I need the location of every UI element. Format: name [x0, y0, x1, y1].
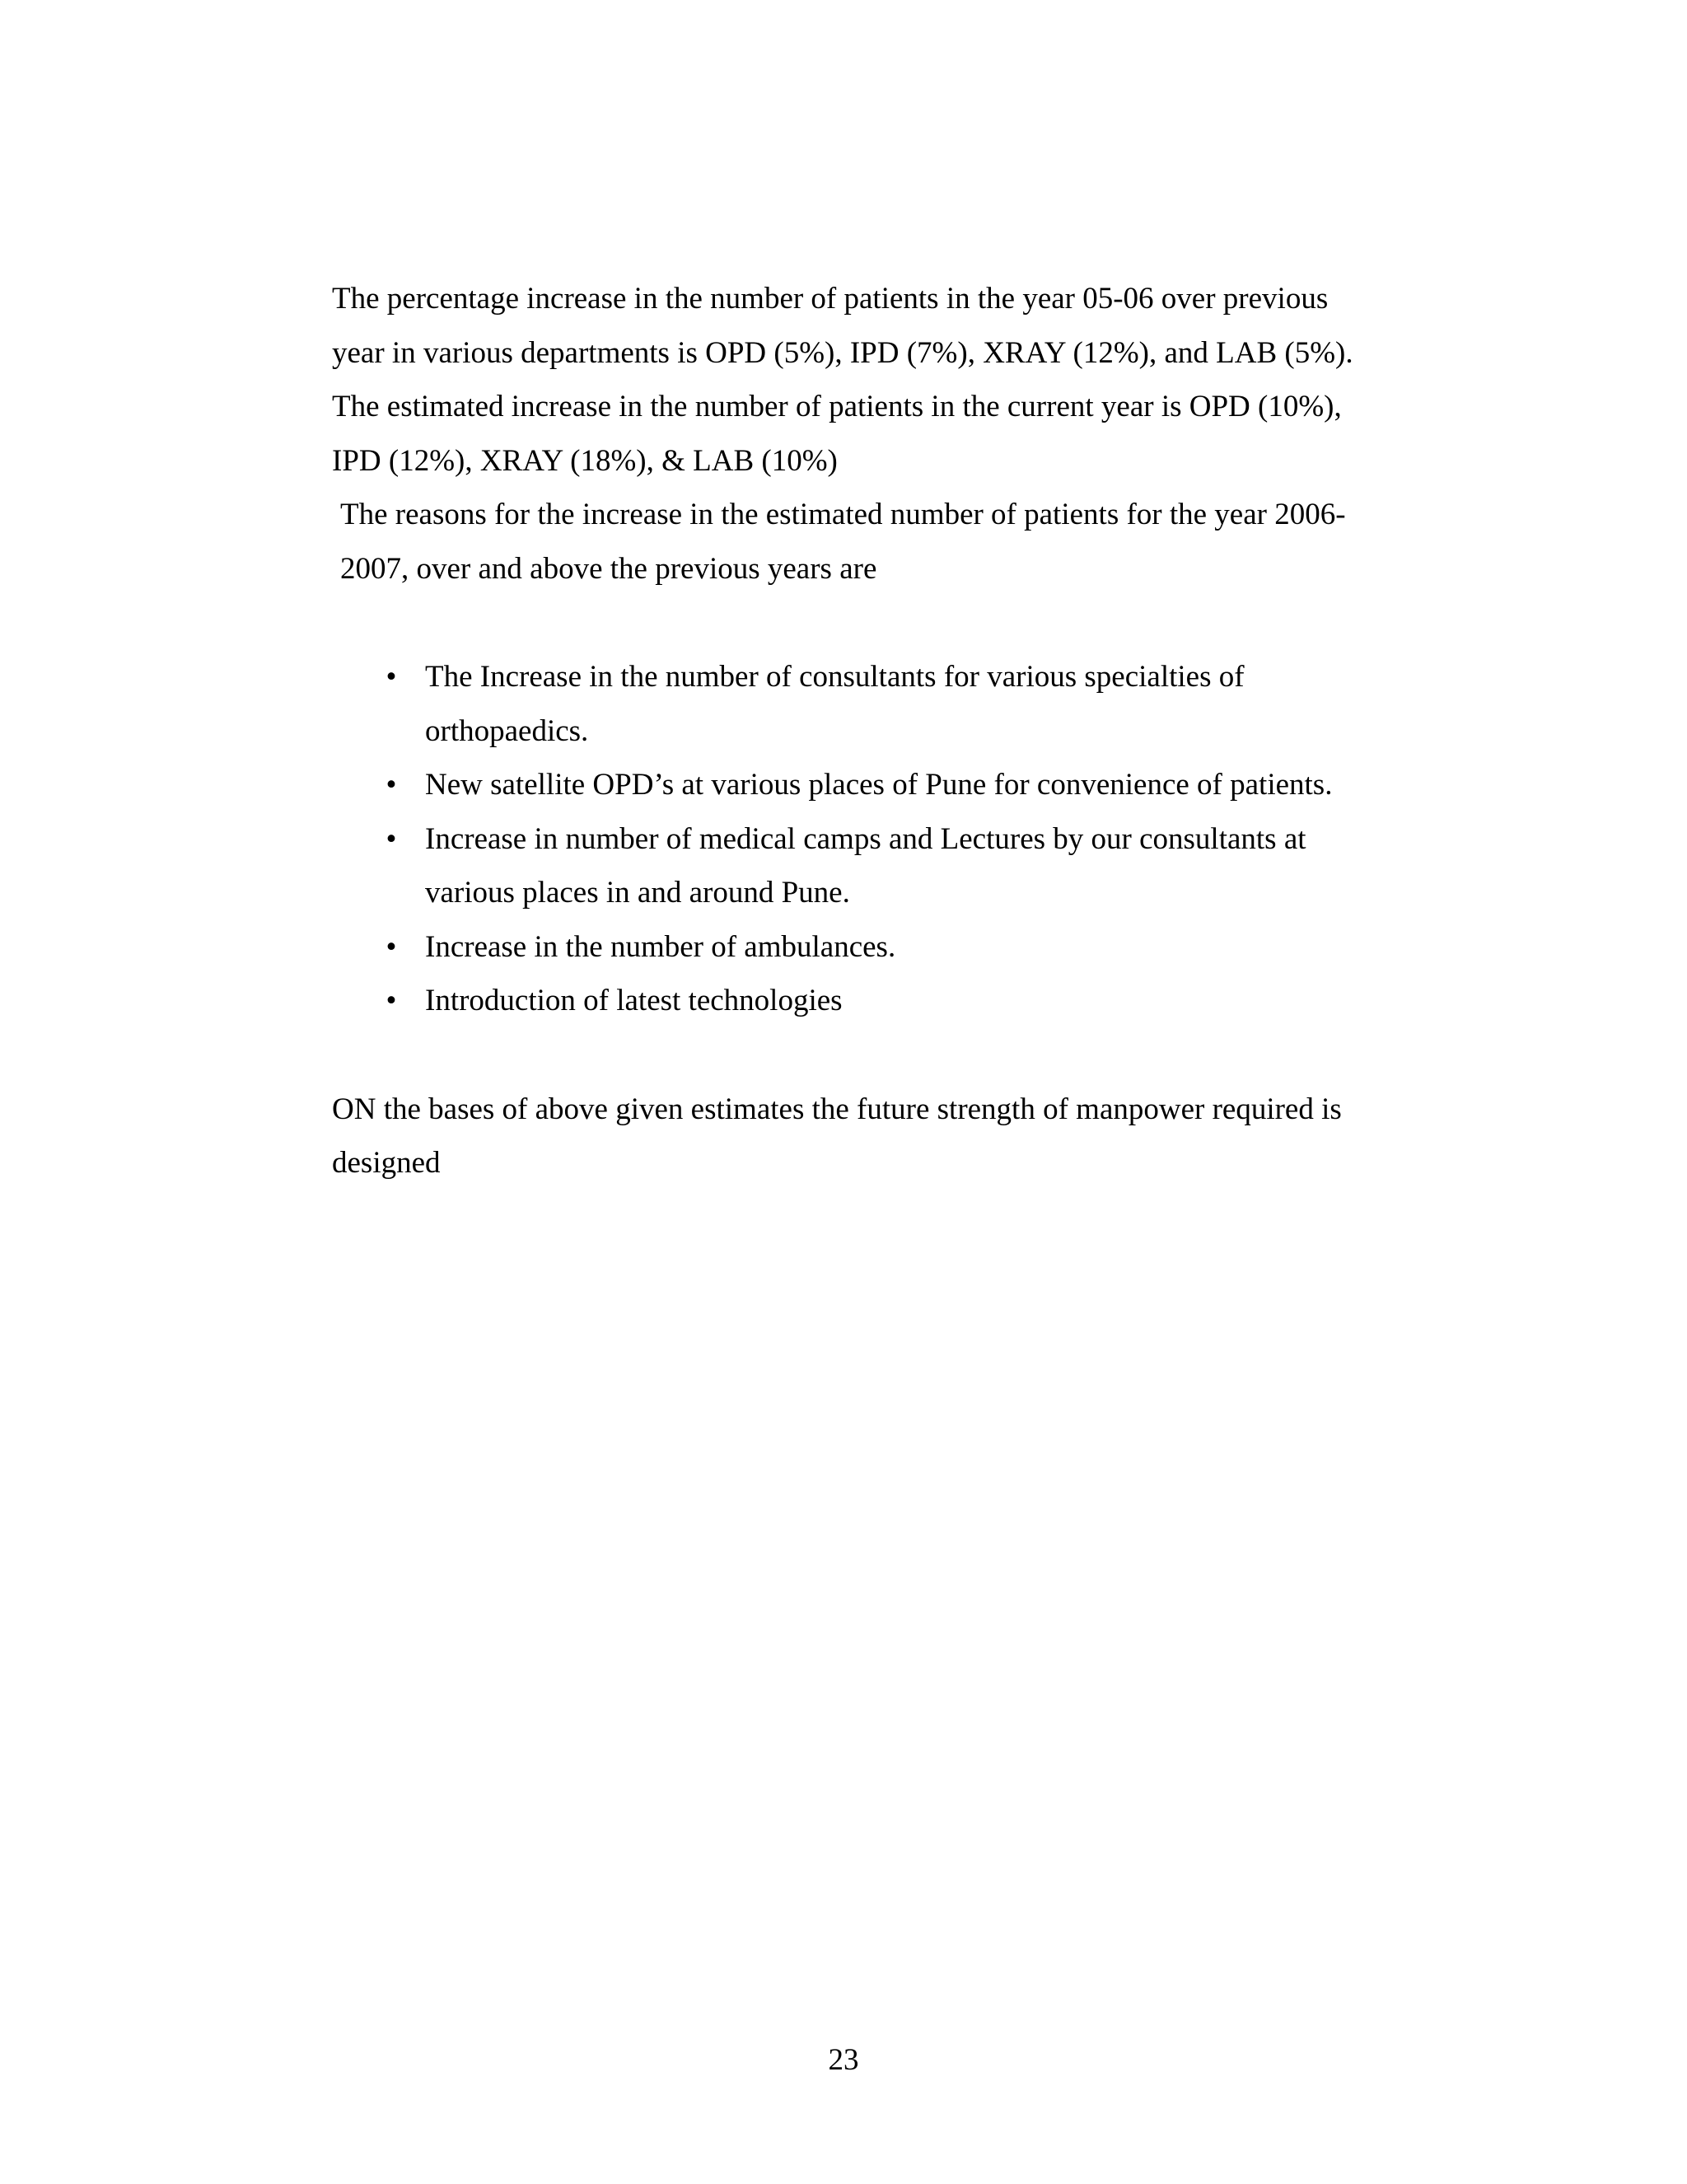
list-item-text: The Increase in the number of consultants for various specialties of orthopaedics.: [425, 660, 1245, 748]
reasons-paragraph: The reasons for the increase in the estimated number of patients for the year 2006-2007, over and above the previous years are: [340, 498, 1346, 586]
list-item: [332, 758, 1368, 812]
list-item: [332, 974, 1368, 1028]
list-item-text: Increase in the number of ambulances.: [425, 929, 896, 964]
reasons-list: [332, 650, 1362, 1028]
page-number: 23: [828, 2043, 859, 2077]
bullet-icon: •: [386, 768, 397, 802]
list-item-text: Increase in number of medical camps and Lectures by our consultants at various places in and around Pune.: [425, 821, 1306, 910]
page-body: [332, 272, 1362, 1190]
list-item-text: New satellite OPD’s at various places of Pune for convenience of patients.: [425, 768, 1333, 802]
closing-paragraph: ON the bases of above given estimates the future strength of manpower required is designed: [332, 1092, 1342, 1180]
list-item: [332, 920, 1368, 975]
list-item: [332, 812, 1368, 920]
intro-paragraph: The percentage increase in the number of patients in the year 05-06 over previous year in various departments is OPD (5%), IPD (7%), XRAY (12%), and LAB (5%). The estimated increase in the number of patients in the current year is OPD (10%), IPD (12%), XRAY (18%), & LAB (10%): [332, 282, 1353, 478]
bullet-icon: •: [386, 984, 397, 1017]
bullet-icon: •: [386, 660, 397, 694]
list-item-text: Introduction of latest technologies: [425, 984, 843, 1017]
list-item: [332, 650, 1368, 758]
bullet-icon: •: [386, 821, 397, 856]
bullet-icon: •: [386, 929, 397, 964]
